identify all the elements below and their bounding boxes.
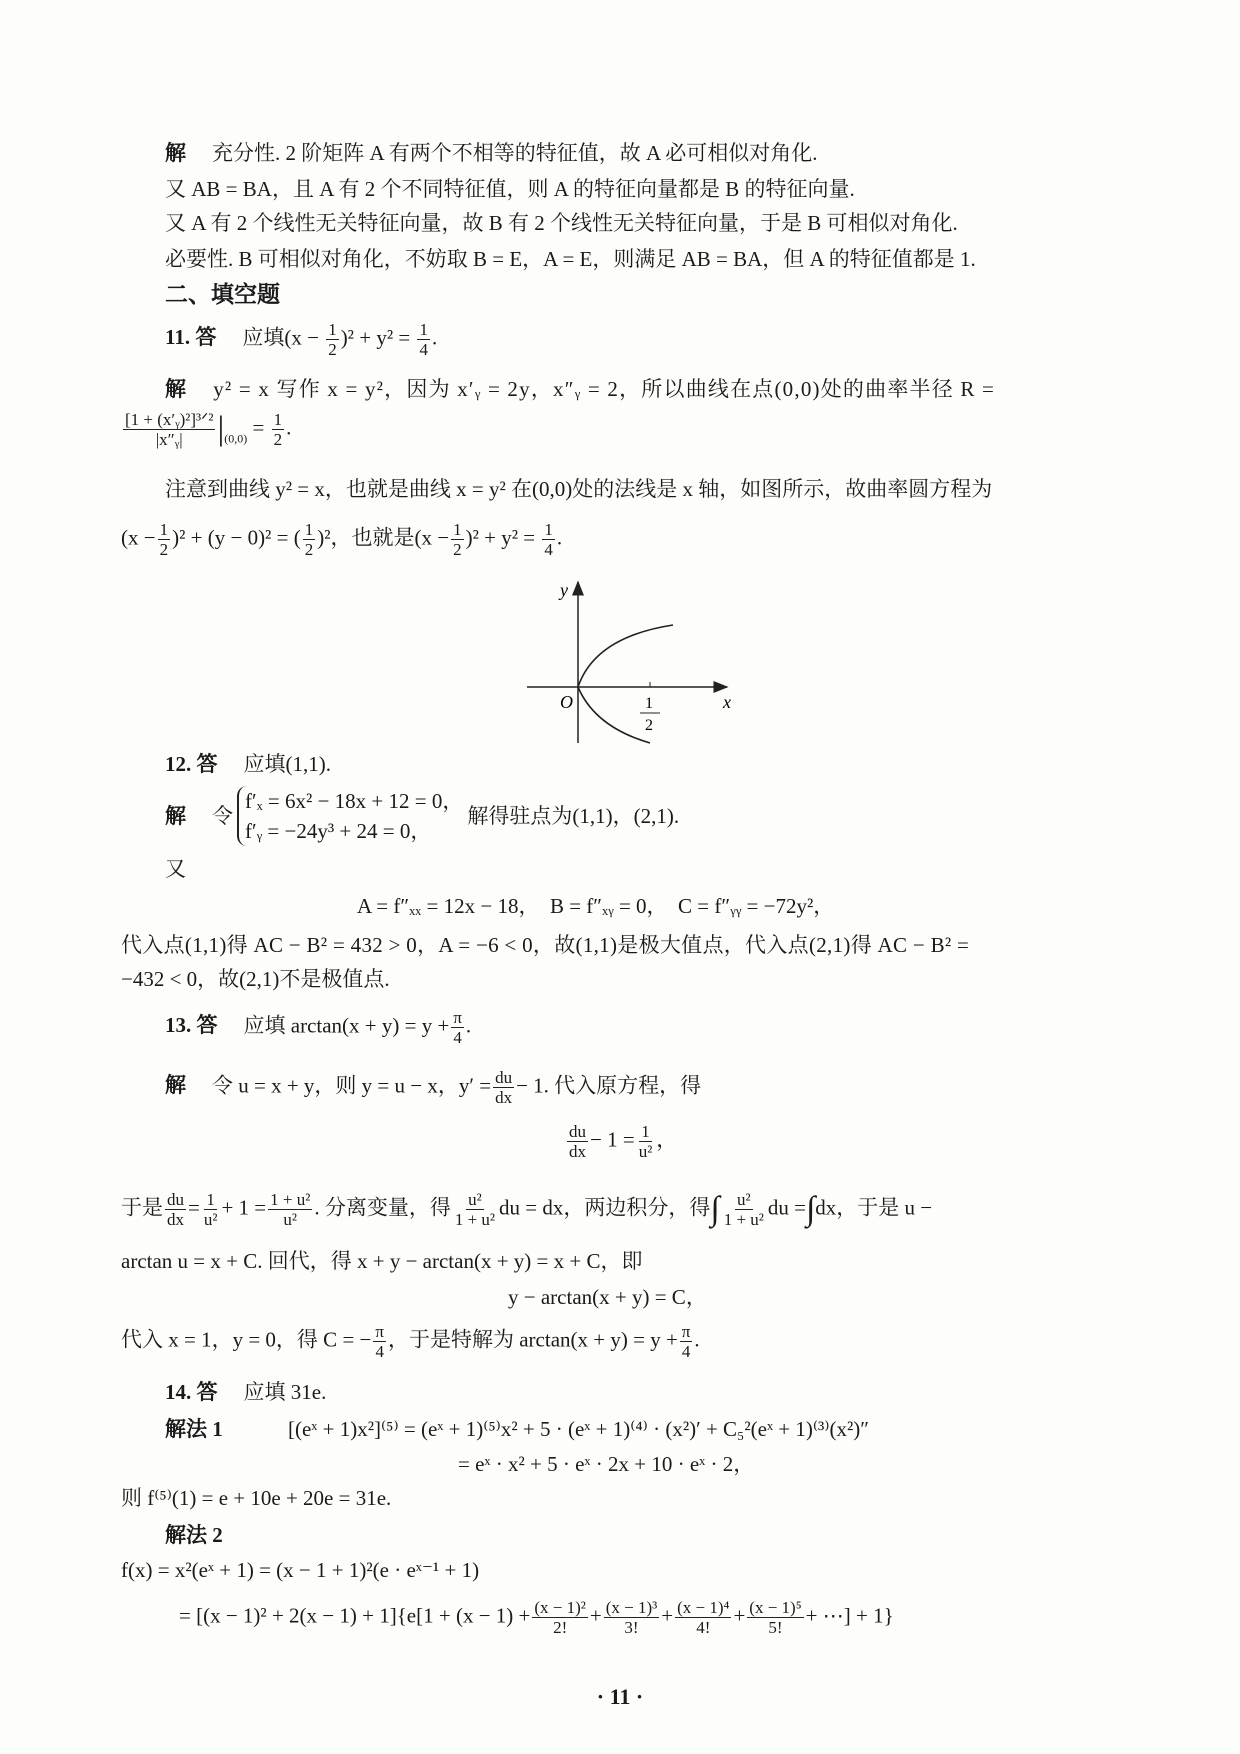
section-heading: 二、填空题 <box>165 282 280 307</box>
text: du = <box>767 1195 806 1220</box>
q14-method2-line2 <box>179 1598 894 1637</box>
text: y² = x 写作 x = y²，因为 x′ᵧ = 2y，x″ᵧ = 2，所以曲线在点(0,0)处的曲率半径 R = <box>213 377 996 401</box>
den: u² <box>203 1210 218 1229</box>
num: 1 <box>419 320 428 339</box>
den: 4 <box>453 1028 462 1047</box>
num: 1 <box>328 320 337 339</box>
text: + 1 = <box>221 1195 267 1220</box>
text: 解得驻点为(1,1)，(2,1). <box>467 804 680 828</box>
y-axis-label: y <box>560 580 568 600</box>
den: 3! <box>624 1618 639 1637</box>
fraction <box>268 1190 312 1229</box>
num: (x − 1)² <box>534 1598 586 1617</box>
q13-sol-line1 <box>165 1068 701 1107</box>
num: (x − 1)⁴ <box>677 1598 730 1617</box>
text: 充分性. 2 阶矩阵 A 有两个不相等的特征值，故 A 必可相似对角化. <box>212 141 818 165</box>
den: 4 <box>681 1342 691 1361</box>
text: 令 <box>212 804 233 828</box>
num: π <box>375 1322 384 1341</box>
text: . <box>286 415 292 440</box>
text: + <box>661 1603 674 1628</box>
text: )² + y² = <box>340 325 411 350</box>
fraction <box>604 1598 660 1637</box>
den: 4 <box>375 1342 384 1361</box>
q14-method1 <box>165 1416 869 1442</box>
equation-system <box>237 786 463 846</box>
q13-answer <box>165 1008 471 1047</box>
num: u² <box>736 1190 751 1209</box>
fraction <box>680 1322 693 1361</box>
text: ， <box>656 1127 678 1152</box>
fraction <box>567 1122 588 1161</box>
den: 4! <box>696 1618 711 1637</box>
parabola-curve <box>578 625 673 743</box>
text: du = dx，两边积分，得 <box>499 1195 711 1220</box>
num: 1 <box>453 520 462 539</box>
integral-sign: ∫ <box>710 1190 720 1228</box>
fraction <box>272 410 285 449</box>
den: 4 <box>419 340 428 359</box>
solution-label: 解 <box>165 1073 186 1098</box>
fraction <box>493 1068 514 1107</box>
q12-answer <box>165 751 331 777</box>
num: 1 <box>641 1122 650 1141</box>
q13-equation <box>565 1122 677 1161</box>
fraction <box>165 1190 186 1229</box>
question-number: 11. 答 <box>165 325 217 350</box>
tick-numerator: 1 <box>645 695 653 712</box>
num: (x − 1)⁵ <box>749 1598 802 1617</box>
fraction <box>417 320 430 359</box>
num: du <box>569 1122 586 1141</box>
text: + ⋯] + 1} <box>805 1603 894 1628</box>
q12-system <box>165 786 679 846</box>
q14-answer <box>165 1379 326 1405</box>
eval-point: (0,0) <box>224 431 248 446</box>
fraction <box>637 1122 655 1161</box>
fraction <box>451 520 464 559</box>
q11-answer <box>165 320 437 359</box>
text: = <box>188 1195 200 1220</box>
den: 2 <box>328 340 337 359</box>
tick-denominator: 2 <box>645 717 653 734</box>
num: 1 <box>304 520 314 539</box>
text: + <box>589 1603 602 1628</box>
q12-abc: A = f″ₓₓ = 12x − 18， B = f″ₓᵧ = 0， C = f″ᵧᵧ = −72y²， <box>357 894 835 918</box>
fraction <box>451 1008 464 1047</box>
solution-label: 解 <box>165 377 188 401</box>
num: π <box>681 1322 691 1341</box>
text: [(eˣ + 1)x²]⁽⁵⁾ = (eˣ + 1)⁽⁵⁾x² + 5 · (eˣ + 1)⁽⁴⁾ · (x²)′ + C₅²(eˣ + 1)⁽³⁾(x²)″ <box>288 1417 870 1441</box>
text: )²，也就是(x − <box>317 525 450 550</box>
text: = [(x − 1)² + 2(x − 1) + 1]{e[1 + (x − 1) + <box>179 1603 531 1628</box>
q11-circle-equation <box>121 520 562 559</box>
fraction <box>158 520 171 559</box>
q12-line4: 代入点(1,1)得 AC − B² = 432 > 0，A = −6 < 0，故(1,1)是极大值点，代入点(2,1)得 AC − B² = <box>121 933 970 957</box>
text: − 1 = <box>590 1127 635 1152</box>
text: ，于是特解为 arctan(x + y) = y + <box>387 1327 678 1352</box>
text: dx，于是 u − <box>815 1195 933 1220</box>
num: u² <box>468 1190 482 1209</box>
fraction <box>453 1190 497 1229</box>
den: 2 <box>273 430 283 449</box>
num: du <box>495 1068 513 1087</box>
q11-radius-formula <box>121 410 291 451</box>
fraction <box>675 1598 731 1637</box>
text: . <box>556 525 563 550</box>
question-number: 14. 答 <box>165 1380 218 1404</box>
fraction <box>542 520 555 559</box>
question-number: 13. 答 <box>165 1013 218 1038</box>
q14-method2: 解法 2 <box>165 1523 223 1547</box>
text: 令 u = x + y，则 y = u − x，y′ = <box>212 1073 492 1098</box>
fraction <box>202 1190 220 1229</box>
text: 于是 <box>121 1195 163 1220</box>
q12-you: 又 <box>165 857 186 881</box>
num: π <box>453 1008 462 1027</box>
text: . <box>431 325 438 350</box>
fraction <box>722 1190 766 1229</box>
text: 应填(1,1). <box>243 752 331 776</box>
solution-label: 解 <box>165 804 186 828</box>
q13-sol-line4 <box>121 1322 700 1361</box>
eval-bar: | <box>217 410 225 448</box>
den: 2 <box>304 540 314 559</box>
q12-line5: −432 < 0，故(2,1)不是极值点. <box>121 967 390 991</box>
question-number: 12. 答 <box>165 752 218 776</box>
den: 5! <box>768 1618 783 1637</box>
den: 4 <box>544 540 553 559</box>
den: 1 + u² <box>723 1210 764 1229</box>
q13-sol-line3: arctan u = x + C. 回代，得 x + y − arctan(x + y) = x + C，即 <box>121 1249 643 1273</box>
den: 2 <box>453 540 462 559</box>
text: (x − <box>121 525 156 550</box>
text: )² + (y − 0)² = ( <box>172 525 301 550</box>
den: dx <box>167 1210 184 1229</box>
q11-sol-line1 <box>165 376 995 402</box>
den: 1 + u² <box>454 1210 496 1229</box>
fraction <box>532 1598 588 1637</box>
equation: f′ᵧ = −24y³ + 24 = 0， <box>245 819 432 843</box>
q14-method1-line2: = eˣ · x² + 5 · eˣ · 2x + 10 · eˣ · 2， <box>458 1452 755 1476</box>
text: )² + y² = <box>465 525 536 550</box>
method-label: 解法 1 <box>165 1417 223 1441</box>
text: + <box>733 1603 746 1628</box>
text: . <box>694 1327 700 1352</box>
x-axis-label: x <box>723 692 731 712</box>
num: (x − 1)³ <box>605 1598 658 1617</box>
integral-sign: ∫ <box>805 1190 816 1228</box>
den: 2 <box>159 540 169 559</box>
page-number: · 11 · <box>596 1684 644 1709</box>
fraction <box>303 520 316 559</box>
fraction <box>123 410 215 449</box>
text: . <box>465 1013 472 1038</box>
num: 1 + u² <box>270 1190 311 1209</box>
num: du <box>167 1190 184 1209</box>
num: 1 <box>273 410 283 429</box>
p10-line3: 又 A 有 2 个线性无关特征向量，故 B 有 2 个线性无关特征向量，于是 B 可相似对角化. <box>165 211 958 235</box>
den: |x″ᵧ| <box>155 430 183 449</box>
den: dx <box>495 1088 513 1107</box>
text: − 1. 代入原方程，得 <box>516 1073 702 1098</box>
p10-line4: 必要性. B 可相似对角化，不妨取 B = E，A = E，则满足 AB = BA，但 A 的特征值都是 1. <box>165 247 976 271</box>
q13-centered: y − arctan(x + y) = C， <box>508 1285 707 1309</box>
parabola-graph <box>520 572 740 747</box>
p10-line2: 又 AB = BA，且 A 有 2 个不同特征值，则 A 的特征向量都是 B 的特征向量. <box>165 177 855 201</box>
origin-label: O <box>560 692 573 712</box>
q14-method2-line1: f(x) = x²(eˣ + 1) = (x − 1 + 1)²(e · eˣ⁻¹ + 1) <box>121 1558 480 1582</box>
fraction <box>373 1322 386 1361</box>
q14-method1-result: 则 f⁽⁵⁾(1) = e + 10e + 20e = 31e. <box>121 1486 392 1510</box>
num: 1 <box>206 1190 215 1209</box>
num: 1 <box>159 520 169 539</box>
q13-sol-line2 <box>121 1190 932 1229</box>
q11-sol-line3: 注意到曲线 y² = x，也就是曲线 x = y² 在(0,0)处的法线是 x 轴，如图所示，故曲率圆方程为 <box>165 477 993 501</box>
text: 应填 arctan(x + y) = y + <box>243 1013 450 1038</box>
text: 应填 31e. <box>243 1380 327 1404</box>
solution-label: 解 <box>165 141 186 165</box>
num: 1 <box>544 520 553 539</box>
fraction <box>747 1598 803 1637</box>
text: . 分离变量，得 <box>314 1195 451 1220</box>
num: [1 + (x′ᵧ)²]³ᐟ² <box>125 410 214 429</box>
den: dx <box>569 1142 586 1161</box>
den: 2! <box>553 1618 568 1637</box>
equation: f′ₓ = 6x² − 18x + 12 = 0， <box>245 789 464 813</box>
text: 代入 x = 1，y = 0，得 C = − <box>121 1327 372 1352</box>
den: u² <box>283 1210 298 1229</box>
text: = <box>252 415 265 440</box>
text: 应填(x − <box>242 325 319 350</box>
fraction <box>326 320 339 359</box>
den: u² <box>638 1142 653 1161</box>
p10-line1 <box>165 140 818 166</box>
